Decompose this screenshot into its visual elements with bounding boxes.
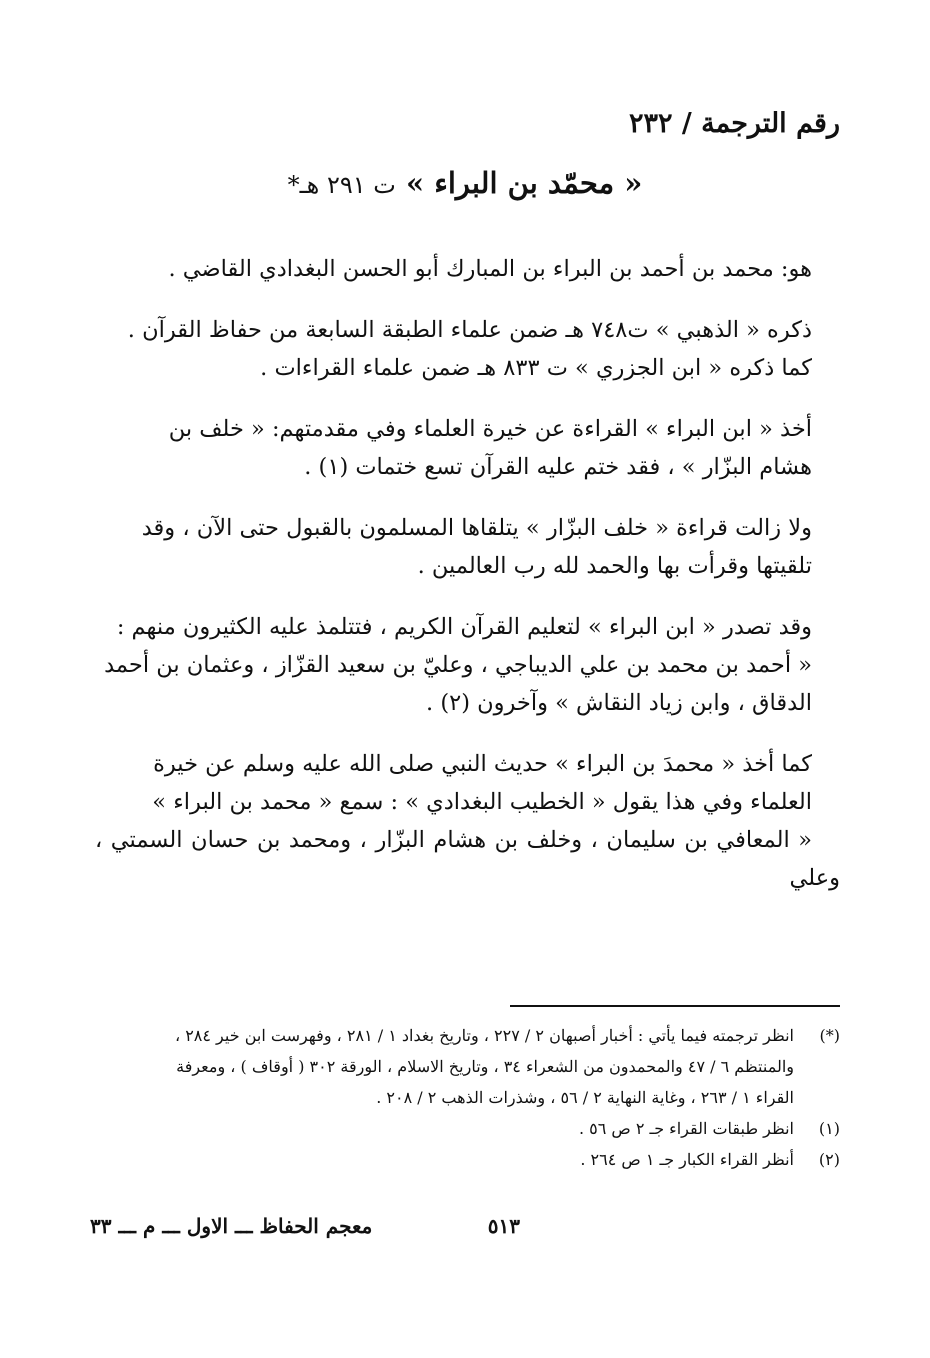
paragraph-teachers [95,410,840,486]
entry-number: رقم الترجمة / ٢٣٢ [628,108,840,139]
paragraph-line: « المعافي بن سليمان ، وخلف بن هشام البزّار ، ومحمد بن حسان السمتي ، وعلي [95,827,840,891]
footnote-line: والمنتظم ٦ / ٤٧ والمحمدون من الشعراء ٣٤ ، وتاريخ الاسلام ، الورقة ٣٠٢ ( أوقاف ) ، ومعرفة [176,1057,794,1076]
paragraph-line: الدقاق ، وابن زياد النقاش » وآخرون (٢) . [426,690,812,716]
paragraph-line: أخذ « ابن البراء » القراءة عن خيرة العلماء وفي مقدمتهم: « خلف بن [168,416,812,442]
footnote-mark: (٢) [818,1150,840,1169]
paragraph-line: ولا زالت قراءة « خلف البزّار » يتلقاها المسلمون بالقبول حتى الآن ، وقد [141,515,812,541]
entry-title-date: ت ٢٩١ هـ* [287,171,396,199]
footnote-text [85,1020,794,1113]
footnote-line: انظر ترجمته فيما يأتي : أخبار أصبهان ٢ / ٢٢٧ ، وتاريخ بغداد ١ / ٢٨١ ، وفهرست ابن خير ٢٨٤ ، [174,1026,794,1045]
footnote-mark: (*) [819,1026,840,1045]
footnote-2 [85,1144,840,1175]
footnote-1 [85,1113,840,1144]
entry-title-name: « محمّد بن البراء » [405,166,643,200]
footnote-text: انظر طبقات القراء جـ ٢ ص ٥٦ . [578,1119,794,1138]
paragraph-line: كما أخذ « محمدَ بن البراء » حديث النبي صلى الله عليه وسلم عن خيرة [153,751,812,777]
footnotes [85,1020,840,1175]
paragraph-students [95,608,840,722]
running-title: معجم الحفاظ ـــ الاول ـــ م ـــ ٣٣ [90,1214,373,1238]
page-footer [90,1214,840,1244]
paragraph-line: تلقيتها وقرأت بها والحمد لله رب العالمين . [417,553,812,579]
body-text [95,250,840,920]
paragraph-reading [95,509,840,585]
paragraph-line: كما ذكره « ابن الجزري » ت ٨٣٣ هـ ضمن علماء القراءات . [260,355,812,381]
paragraph-line: هو: محمد بن أحمد بن البراء بن المبارك أبو الحسن البغدادي القاضي . [168,256,812,282]
paragraph-line: العلماء وفي هذا يقول « الخطيب البغدادي » : سمع « محمد بن البراء » [152,789,812,815]
entry-title [0,166,930,200]
paragraph-line: وقد تصدر « ابن البراء » لتعليم القرآن الكريم ، فتتلمذ عليه الكثيرون منهم : [116,614,812,640]
paragraph-line: « أحمد بن محمد بن علي الديباجي ، وعليّ بن سعيد القزّاز ، وعثمان بن أحمد [104,652,812,678]
footnote-line: القراء ١ / ٢٦٣ ، وغاية النهاية ٢ / ٥٦ ، وشذرات الذهب ٢ / ٢٠٨ . [376,1088,794,1107]
paragraph-mentions [95,311,840,387]
footnote-mark: (١) [818,1119,840,1138]
footnote-text: أنظر القراء الكبار جـ ١ ص ٢٦٤ . [580,1150,794,1169]
paragraph-identity [95,250,840,288]
footnote-divider [510,1005,840,1007]
paragraph-line: هشام البزّار » ، فقد ختم عليه القرآن تسع ختمات (١) . [304,454,812,480]
paragraph-hadith [95,745,840,897]
page-number: ٥١٣ [487,1214,520,1238]
paragraph-line: ذكره « الذهبي » ت٧٤٨ هـ ضمن علماء الطبقة السابعة من حفاظ القرآن . [127,317,812,343]
footnote-sources [85,1020,840,1113]
